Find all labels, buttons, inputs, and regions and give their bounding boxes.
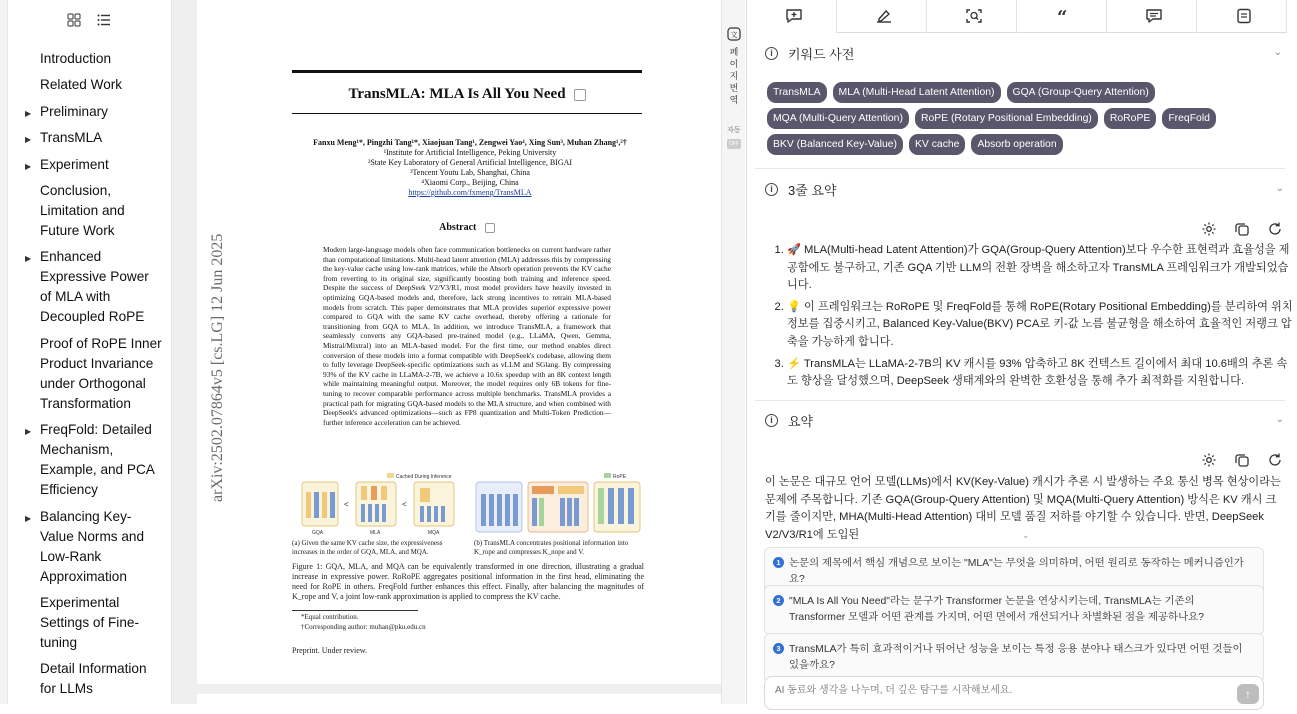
notes-icon	[1235, 8, 1253, 24]
affiliation-1: ¹Institute for Artificial Intelligence, Peking University	[383, 148, 557, 157]
grid-view-icon[interactable]	[66, 12, 82, 28]
chevron-down-icon[interactable]: ⌄	[1273, 47, 1282, 58]
footnote-corresponding: †Corresponding author: muhan@pku.edu.cn	[301, 623, 426, 631]
svg-text:文: 文	[730, 32, 738, 39]
suggested-question[interactable]	[764, 585, 1264, 635]
summary-tools	[1201, 452, 1283, 468]
arxiv-identifier: arXiv:2502.07864v5 [cs.LG] 12 Jun 2025	[209, 233, 226, 502]
keyword-chip[interactable]: RoPE (Rotary Positional Embedding)	[915, 108, 1098, 129]
page-translate-strip	[721, 0, 745, 704]
tab-citation[interactable]	[1017, 0, 1107, 33]
keyword-section-title: 키워드 사전	[788, 46, 855, 62]
abstract-heading: Abstract	[292, 222, 642, 233]
expand-caret-icon[interactable]: ▶	[25, 108, 32, 118]
toc-item-label: Experiment	[40, 156, 109, 172]
keyword-chip[interactable]: BKV (Balanced Key-Value)	[767, 134, 903, 155]
affiliation-4: ⁴Xiaomi Corp., Beijing, China	[421, 178, 519, 187]
keyword-chip[interactable]: GQA (Group-Query Attention)	[1007, 82, 1155, 103]
affiliation-2: ²State Key Laboratory of General Artificial Intelligence, BIGAI	[367, 158, 573, 167]
keyword-chip[interactable]: FreqFold	[1162, 108, 1216, 129]
chat-plus-icon	[785, 8, 803, 24]
chat-input[interactable]	[764, 676, 1264, 710]
svg-text:“: “	[1057, 7, 1068, 28]
auto-label: 자동	[727, 127, 741, 134]
toc-item[interactable]	[22, 49, 162, 69]
sidebar-view-toggle	[66, 12, 112, 28]
legend-rope-label: RoPE	[613, 474, 627, 480]
tab-notes[interactable]	[1197, 0, 1287, 33]
toc-item[interactable]	[22, 659, 162, 699]
fig-label-gqa: GQA	[312, 530, 324, 536]
question-text: "MLA Is All You Need"라는 문구가 Transformer 논문을 연상시키는데, TransMLA는 기존의 Transformer 모델과 어떤 관계를 가지며, 어떤 면에서 개선되거나 차별화된 점을 제공하나요?	[789, 596, 1204, 623]
question-text: TransMLA가 특히 효과적이거나 뛰어난 성능을 보이는 특정 응용 분야나 태스크가 있다면 어떤 것들이 있을까요?	[789, 644, 1243, 671]
send-button[interactable]: ↑	[1237, 684, 1259, 704]
area-scan-icon	[965, 8, 983, 24]
info-icon: i	[765, 183, 778, 196]
expand-chevron-icon[interactable]: ⌄	[1022, 530, 1030, 540]
toc-item-label: Enhanced Expressive Power of MLA with Decoupled RoPE	[40, 249, 149, 325]
toc-item[interactable]	[22, 128, 162, 148]
summary3-item: 1. 🚀 MLA(Multi-head Latent Attention)가 GQA(Group-Query Attention)보다 우수한 표현력과 효율성을 제공함에도 불구하고, 기존 GQA 기반 LLM의 전환 장벽을 해소하고자 TransMLA 프레임워크가 개발되었습니다.	[787, 242, 1297, 295]
keyword-tools	[1203, 64, 1285, 80]
affiliation-3: ³Tencent Youtu Lab, Shanghai, China	[410, 168, 530, 177]
title-rule-bottom	[292, 113, 642, 114]
toc-item-label: Introduction	[40, 51, 112, 66]
copy-icon[interactable]	[1234, 452, 1250, 468]
fig-label-mla: MLA	[370, 530, 381, 536]
fig-label-mqa: MQA	[428, 530, 440, 536]
tab-highlight[interactable]	[837, 0, 927, 33]
expand-caret-icon[interactable]: ▶	[25, 513, 32, 523]
author-names: Fanxu Meng¹*, Pingzhi Tang¹*, Xiaojuan Tang¹, Zengwei Yao⁴, Xing Sun³, Muhan Zhang¹,²†	[313, 138, 627, 147]
summary3-list	[777, 242, 1297, 395]
abstract-text: Modern large-language models often face communication bottlenecks on current hardware rather than computational limitations. Multi-head latent attention (MLA) addresses this by compressing the key-value cache using low-rank matrices, while the Absorb operation prevents the KV cache from reverting to its original size, significantly boosting both training and inference speed. Despite the success of DeepSeek V2/V3/R1, most model providers have heavily invested in optimizing GQA-based models and, therefore, lack strong incentives to retrain MLA-based models from scratch. This paper demonstrates that MLA provides superior expressive power compared to GQA with the same KV cache overhead, thereby offering a rationale for transitioning from GQA to MLA. In addition, we introduce TransMLA, a framework that seamlessly converts any GQA-based pre-trained model (e.g., LLaMA, Qwen, Gemma, Mistral/Mixtral) into an MLA-based model. For the first time, our method enables direct conversion of these models into a format compatible with DeepSeek's codebase, allowing them to fully leverage DeepSeek-specific optimizations such as vLLM and SGlang. By compressing 93% of the KV cache in LLaMA-2-7B, we achieve a 10.6x speedup with an 8K context length while maintaining meaningful output. Moreover, the model requires only 6B tokens for fine-tuning to recover comparable performance across multiple benchmarks. TransMLA provides a practical path for migrating GQA-based models to the MLA structure, and when combined with DeepSeek's advanced optimizations—such as FP8 quantization and Multi-Token Prediction—further inference acceleration can be achieved.	[323, 245, 611, 427]
toc-item-label: TransMLA	[40, 130, 103, 146]
refresh-icon[interactable]	[1269, 64, 1285, 80]
toc-item[interactable]	[22, 155, 162, 175]
comment-icon	[1145, 8, 1163, 24]
svg-text:<: <	[344, 500, 349, 509]
refresh-icon[interactable]	[1267, 221, 1283, 237]
keyword-section-header[interactable]	[765, 43, 854, 63]
divider	[755, 168, 1285, 169]
paper-title-text: TransMLA: MLA Is All You Need	[348, 86, 566, 102]
footnote-equal: *Equal contribution.	[301, 613, 359, 621]
footnote-rule	[292, 610, 418, 611]
toc-item-label: Related Work	[40, 77, 123, 93]
keyword-chips	[767, 82, 1287, 155]
expand-caret-icon[interactable]: ▶	[25, 161, 32, 171]
ai-assistant-panel	[746, 0, 1293, 704]
legend-cached-label: Cached During Inference	[396, 474, 452, 480]
figure-1b-caption: (b) TransMLA concentrates positional information into K_rope and compresses K_nope and V.	[474, 539, 629, 556]
settings-icon[interactable]	[1201, 452, 1217, 468]
tab-comments[interactable]	[1107, 0, 1197, 33]
page-translate-label[interactable]: 페이지번역	[729, 47, 739, 105]
keyword-chip[interactable]: RoRoPE	[1104, 108, 1156, 129]
quote-icon	[1055, 7, 1073, 28]
figure-1	[292, 472, 644, 560]
list-view-icon[interactable]	[96, 12, 112, 28]
summary-section-header[interactable]	[765, 410, 813, 430]
toc-item[interactable]	[22, 181, 162, 241]
outline-sidebar	[0, 0, 172, 704]
highlighter-icon	[875, 8, 893, 24]
toc-item-label: Detail Information for LLMs	[40, 661, 147, 697]
toc-item[interactable]	[22, 507, 162, 587]
scan-icon[interactable]	[574, 89, 586, 101]
toc-item[interactable]	[22, 247, 162, 327]
translate-icon[interactable]	[727, 27, 741, 41]
copy-icon[interactable]	[1234, 221, 1250, 237]
table-of-contents	[22, 49, 162, 706]
summary3-item: 2. 💡 이 프레임워크는 RoRoPE 및 FreqFold를 통해 RoPE(Rotary Positional Embedding)를 분리하여 위치 정보를 집중시키고, Balanced Key-Value(BKV) PCA로 키-값 노름 불균형을 해소하여 효율적인 저랭크 압축을 가능하게 합니다.	[787, 299, 1297, 352]
keyword-chip[interactable]: Absorb operation	[971, 134, 1062, 155]
expand-caret-icon[interactable]: ▶	[25, 135, 32, 145]
summary-body: 이 논문은 대규모 언어 모델(LLMs)에서 KV(Key-Value) 캐시가 추론 시 발생하는 주요 통신 병목 현상이라는 문제에 주목합니다. 기존 GQA(Group-Query Attention) 및 MQA(Multi-Query Attention) 방식은 KV 캐시 크기를 줄이지만, MHA(Multi-Head Attention) 대비 모델 품질 저하를 야기할 수 있습니다. 반면, DeepSeek V2/V3/R1에 도입된	[765, 476, 1281, 541]
author-block	[292, 138, 648, 198]
title-rule-top	[292, 70, 642, 73]
toc-item[interactable]	[22, 420, 162, 500]
keyword-chip[interactable]: KV cache	[909, 134, 965, 155]
expand-caret-icon[interactable]: ▶	[25, 254, 32, 264]
svg-text:<: <	[402, 500, 407, 509]
refresh-icon[interactable]	[1267, 452, 1283, 468]
expand-caret-icon[interactable]: ▶	[25, 427, 32, 437]
paper-title	[292, 86, 642, 103]
tab-area-scan[interactable]	[927, 0, 1017, 33]
sidebar-gutter	[0, 0, 8, 704]
auto-translate-toggle[interactable]: OFF	[729, 141, 739, 147]
info-icon: i	[765, 414, 778, 427]
tab-ai-chat[interactable]	[747, 0, 837, 33]
toc-item[interactable]	[22, 75, 162, 95]
footnotes	[301, 612, 601, 632]
question-number: 1	[773, 557, 784, 568]
toc-item-label: Experimental Settings of Fine-tuning	[40, 594, 139, 650]
github-link[interactable]: https://github.com/fxmeng/TransMLA	[408, 188, 532, 197]
keyword-chip[interactable]: MQA (Multi-Query Attention)	[767, 108, 909, 129]
settings-icon[interactable]	[1203, 64, 1219, 80]
figure-1a	[292, 472, 462, 538]
toc-item-label: FreqFold: Detailed Mechanism, Example, and PCA Efficiency	[40, 422, 155, 498]
chevron-down-icon[interactable]: ⌄	[1275, 183, 1284, 194]
divider	[755, 400, 1285, 401]
question-number: 2	[773, 595, 784, 606]
toc-item-label: Preliminary	[40, 103, 108, 119]
copy-icon[interactable]	[1236, 64, 1252, 80]
pdf-viewer[interactable]	[172, 0, 745, 704]
keyword-chip[interactable]: TransMLA	[767, 82, 827, 103]
chevron-down-icon[interactable]: ⌄	[1275, 414, 1284, 425]
summary3-section-title: 3줄 요약	[788, 182, 837, 198]
settings-icon[interactable]	[1201, 221, 1217, 237]
question-number: 3	[773, 643, 784, 654]
toc-item-label: Conclusion, Limitation and Future Work	[40, 182, 125, 238]
preprint-note: Preprint. Under review.	[292, 646, 368, 655]
figure-1b	[474, 472, 644, 538]
pdf-page-next	[197, 694, 722, 714]
summary3-item: 3. ⚡ TransMLA는 LLaMA-2-7B의 KV 캐시를 93% 압축하고 8K 컨텍스트 길이에서 최대 10.6배의 추론 속도 향상을 달성했으며, DeepSeek 생태계와의 완벽한 호환성을 통해 추가 최적화를 지원합니다.	[787, 356, 1297, 391]
question-text: 논문의 제목에서 핵심 개념으로 보이는 "MLA"는 무엇을 의미하며, 어떤 원리로 동작하는 메커니즘인가요?	[789, 558, 1244, 585]
panel-tabs	[747, 0, 1287, 33]
toc-item[interactable]	[22, 593, 162, 653]
abstract-scan-icon[interactable]	[485, 223, 495, 233]
summary3-section-header[interactable]	[765, 179, 837, 199]
toc-item[interactable]	[22, 102, 162, 122]
summary3-tools	[1201, 221, 1283, 237]
info-icon: i	[765, 47, 778, 60]
figure-1-caption: Figure 1: GQA, MLA, and MQA can be equivalently transformed in one direction, illustrating a gradual increase in expressive power. RoRoPE aggregates positional information in the first head, eliminating the need for RoPE in others. FreqFold further enhances this effect. Finally, after balancing the magnitudes of K_rope and V, a joint low-rank approximation is applied to compress the KV cache.	[292, 562, 644, 601]
toc-item-label: Balancing Key-Value Norms and Low-Rank Approximation	[40, 508, 145, 584]
pdf-page	[197, 0, 722, 684]
summary-section-title: 요약	[788, 413, 814, 429]
keyword-chip[interactable]: MLA (Multi-Head Latent Attention)	[833, 82, 1001, 103]
toc-item[interactable]	[22, 334, 162, 414]
toc-item-label: Proof of RoPE Inner Product Invariance under Orthogonal Transformation	[40, 335, 162, 411]
figure-1a-caption: (a) Given the same KV cache size, the expressiveness increases in the order of GQA, MLA, and MQA.	[292, 539, 443, 556]
